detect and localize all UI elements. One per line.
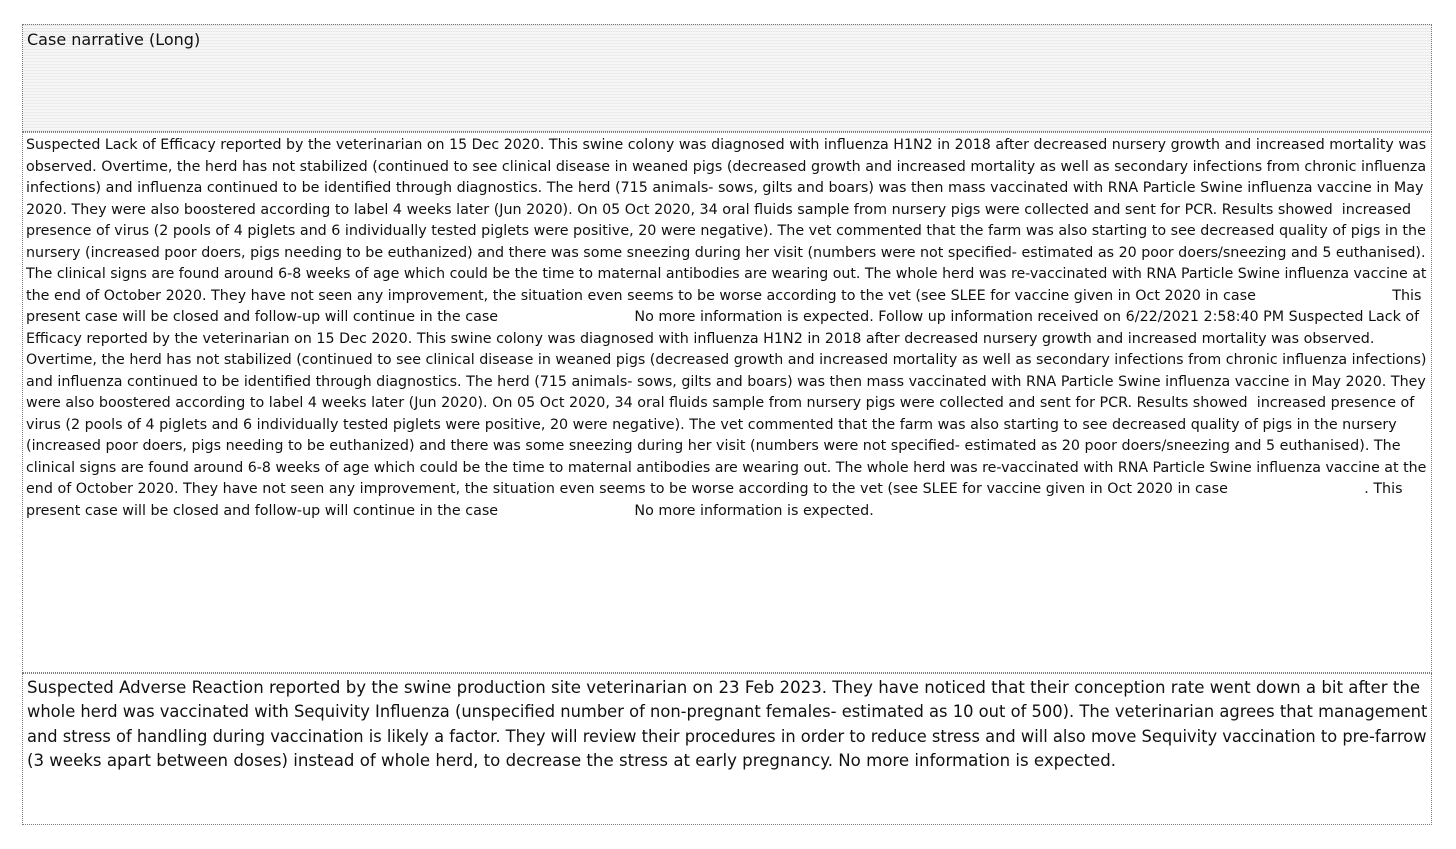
long-narrative-line: clinical signs are found around 6-8 weeks of age which could be the time to maternal antibodies are wearing out. The whole herd was re-vaccinated with RNA Particle Swine influenza vaccine at the [26,459,1427,476]
short-narrative-cell [22,673,1432,825]
long-narrative-line: observed. Overtime, the herd has not stabilized (continued to see clinical disease in weaned pigs (decreased growth and increased mortality as well as secondary infections from chronic influenza [26,158,1427,175]
long-narrative-line: nursery (increased poor doers, pigs needing to be euthanized) and there was some sneezing during her visit (numbers were not specified- estimated as 20 poor doers/sneezing and 5 euthanised). [26,244,1426,261]
long-narrative-line: (increased poor doers, pigs needing to be euthanized) and there was some sneezing during her visit (numbers were not specified- estimated as 20 poor doers/sneezing and 5 euthanised). The [26,438,1401,454]
long-narrative-text [26,135,1426,522]
long-narrative-line: the end of October 2020. They have not seen any improvement, the situation even seems to be worse according to the vet (see SLEE for vaccine given in Oct 2020 in case This [26,287,1422,304]
long-narrative-line: present case will be closed and follow-up will continue in the case No more information is expected. [26,502,874,519]
long-narrative-line: The clinical signs are found around 6-8 weeks of age which could be the time to maternal antibodies are wearing out. The whole herd was re-vaccinated with RNA Particle Swine influenza vaccine at [26,266,1427,282]
short-narrative-line: Suspected Adverse Reaction reported by the swine production site veterinarian on 23 Feb 2023. They have noticed that their conception rate went down a bit after the [27,678,1421,697]
long-narrative-line: present case will be closed and follow-up will continue in the case No more information is expected. Follow up information received on 6/22/2021 2:58:40 PM Suspected Lack of [26,309,1420,325]
case-narrative-header-label: Case narrative (Long) [27,30,201,49]
long-narrative-line: and influenza continued to be identified through diagnostics. The herd (715 animals- sows, gilts and boars) was then mass vaccinated with RNA Particle Swine influenza vaccine in May 2020. They [26,373,1426,390]
long-narrative-line: 2020. They were also boostered according to label 4 weeks later (Jun 2020). On 05 Oct 2020, 34 oral fluids sample from nursery pigs were collected and sent for PCR. Results showed increased [26,201,1412,218]
long-narrative-line: were also boostered according to label 4 weeks later (Jun 2020). On 05 Oct 2020, 34 oral fluids sample from nursery pigs were collected and sent for PCR. Results showed increased presence of [26,395,1415,411]
long-narrative-line: Suspected Lack of Efficacy reported by the veterinarian on 15 Dec 2020. This swine colony was diagnosed with influenza H1N2 in 2018 after decreased nursery growth and increased mortality was [26,137,1427,153]
long-narrative-line: virus (2 pools of 4 piglets and 6 individually tested piglets were positive, 20 were negative). The vet commented that the farm was also starting to see decreased quality of pigs in the nursery [26,416,1397,433]
long-narrative-line: end of October 2020. They have not seen any improvement, the situation even seems to be worse according to the vet (see SLEE for vaccine given in Oct 2020 in case . This [26,481,1403,497]
short-narrative-line: and stress of handling during vaccination is likely a factor. They will review their procedures in order to reduce stress and will also move Sequivity vaccination to pre-farrow [27,726,1427,746]
long-narrative-line: presence of virus (2 pools of 4 piglets and 6 individually tested piglets were positive, 20 were negative). The vet commented that the farm was also starting to see decreased quality of pigs in the [26,223,1426,239]
long-narrative-cell [22,132,1432,673]
long-narrative-line: Overtime, the herd has not stabilized (continued to see clinical disease in weaned pigs (decreased growth and increased mortality as well as secondary infections from chronic influenza infections) [26,352,1427,368]
short-narrative-text [27,676,1427,773]
short-narrative-line: whole herd was vaccinated with Sequivity Influenza (unspecified number of non-pregnant females- estimated as 10 out of 500). The veterinarian agrees that management [27,702,1428,722]
long-narrative-line: Efficacy reported by the veterinarian on 15 Dec 2020. This swine colony was diagnosed with influenza H1N2 in 2018 after decreased nursery growth and increased mortality was observed. [26,330,1375,347]
case-narrative-header-cell [22,24,1432,132]
long-narrative-line: infections) and influenza continued to be identified through diagnostics. The herd (715 animals- sows, gilts and boars) was then mass vaccinated with RNA Particle Swine influenza vaccine in May [26,180,1424,196]
case-narrative-table [22,24,1432,825]
short-narrative-line: (3 weeks apart between doses) instead of whole herd, to decrease the stress at early pregnancy. No more information is expected. [27,750,1117,770]
